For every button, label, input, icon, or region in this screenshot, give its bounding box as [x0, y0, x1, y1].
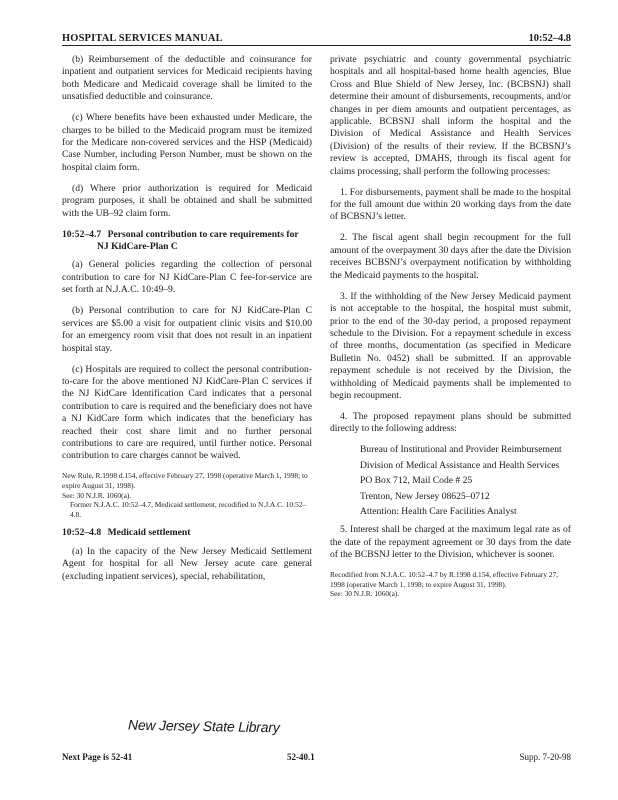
right-column — [330, 54, 571, 607]
footer-next-page: Next Page is 52-41 — [62, 752, 133, 762]
list-item-2-recoupment: 2. The fiscal agent shall begin recoupment for the full amount of the overpayment 30 days after the date the Division receives BCBSNJ’s overpayment notification by withholding the Medicaid payments to the hospital. — [330, 232, 571, 281]
footer-page-number: 52-40.1 — [287, 752, 315, 762]
left-column — [62, 54, 312, 592]
list-item-3-repayment-schedule: 3. If the withholding of the New Jersey Medicaid payment is not acceptable to the hospital, the hospital must submit, prior to the end of the 30-day period, a proposed repayment schedule to the Division. For a repayment schedule in excess of three months, documentation (as specified in Medicare Bulletin No. 0452) shall be submitted. If an approvable repayment schedule is not received by the Division, the withholding of Medicaid payments shall be implemented to begin recoupment. — [330, 290, 571, 401]
mailing-address — [330, 444, 571, 518]
paragraph-continued-hospitals: private psychiatric and county governmental psychiatric hospitals and all hospital-based home health agencies, Blue Cross and Blue Shield of New Jersey, Inc. (BCBSNJ) shall determine their amount of disbursements, recoupments, and/or changes in per diem amounts and outpatient percentages, as applicable. BCBSNJ shall inform the hospital and the Division of Medical Assistance and Health Services (Division) of the results of their review. If the BCBSNJ’s review is accepted, DMAHS, through its fiscal agent for claims processing, shall perform the following processes: — [330, 54, 571, 177]
running-header-title: HOSPITAL SERVICES MANUAL — [62, 33, 223, 44]
section-heading-4-7 — [62, 229, 312, 254]
address-attention: Attention: Health Care Facilities Analyst — [360, 505, 517, 517]
section-number-4-7: 10:52–4.7 — [62, 228, 102, 240]
footer-supplement-date: Supp. 7-20-98 — [519, 752, 571, 762]
address-po-box: PO Box 712, Mail Code # 25 — [360, 475, 473, 487]
history-note-see-2: See: 30 N.J.R. 1060(a). — [330, 589, 400, 599]
history-note-see: See: 30 N.J.R. 1060(a). — [62, 490, 132, 500]
paragraph-c-benefits-exhausted: (c) Where benefits have been exhausted under Medicare, the charges to be billed to the Medicaid program must be itemized for the Medicare non-covered services and the HSP (Medicaid) Case Number, including Person Number, must be shown on the hospital claim form. — [62, 112, 312, 173]
library-stamp: New Jersey State Library — [127, 716, 280, 736]
section-heading-4-8 — [62, 527, 312, 539]
history-note-4-8 — [330, 570, 571, 599]
paragraph-a-settlement-agent: (a) In the capacity of the New Jersey Medicaid Settlement Agent for hospital for all New Jersey acute care general (excluding inpatient services), special, rehabilitation, — [62, 545, 312, 582]
paragraph-d-prior-authorization: (d) Where prior authorization is required for Medicaid program purposes, it shall be obtained and shall be submitted with the UB–92 claim form. — [62, 182, 312, 219]
list-item-5-interest: 5. Interest shall be charged at the maximum legal rate as of the date of the repayment agreement or 30 days from the date of the BCBSNJ letter to the Division, whichever is sooner. — [330, 524, 571, 561]
section-number-4-8: 10:52–4.8 — [62, 527, 102, 539]
list-item-4-submit-address: 4. The proposed repayment plans should be submitted directly to the following address: — [330, 410, 571, 435]
running-header-section: 10:52–4.8 — [528, 33, 571, 44]
address-division: Division of Medical Assistance and Health Services — [360, 459, 560, 471]
paragraph-b-reimbursement: (b) Reimbursement of the deductible and coinsurance for inpatient and outpatient services for Medicaid recipients having both Medicare and Medicaid coverage shall be limited to the unsatisfied deductible and coinsurance. — [62, 54, 312, 103]
header-rule — [62, 45, 571, 46]
history-note-former: Former N.J.A.C. 10:52–4.7, Medicaid settlement, recodified to N.J.A.C. 10:52–4.8. — [70, 500, 307, 519]
address-bureau: Bureau of Institutional and Provider Reimbursement — [360, 444, 562, 456]
history-note-new-rule: New Rule, R.1998 d.154, effective February 27, 1998 (operative March 1, 1998; to expire August 31, 1998). — [62, 471, 308, 490]
address-city: Trenton, New Jersey 08625–0712 — [360, 490, 490, 502]
section-title-4-7-line2: NJ KidCare-Plan C — [97, 241, 178, 253]
list-item-1-disbursements: 1. For disbursements, payment shall be made to the hospital for the full amount due within 20 working days from the date of BCBSNJ’s letter. — [330, 186, 571, 223]
section-title-4-7-line1: Personal contribution to care requirements for — [107, 228, 299, 240]
history-note-4-7 — [62, 471, 312, 519]
paragraph-a-general-policies: (a) General policies regarding the collection of personal contribution to care for NJ KidCare-Plan C fee-for-service are set forth at N.J.A.C. 10:49–9. — [62, 259, 312, 296]
paragraph-c-hospitals-collect: (c) Hospitals are required to collect the personal contribution-to-care for the above mentioned NJ KidCare-Plan C services if the NJ KidCare Identification Card indicates that a personal contribution to care is required and the beneficiary does not have a NJ KidCare form which indicates that the beneficiary has reached their cost share limit and no further personal contributions to care are required, until further notice. Personal contribution to care charges cannot be waived. — [62, 363, 312, 462]
paragraph-b-personal-contribution: (b) Personal contribution to care for NJ KidCare-Plan C services are $5.00 a visit for outpatient clinic visits and $10.00 for an emergency room visit that does not result in an inpatient hospital stay. — [62, 305, 312, 354]
section-title-4-8: Medicaid settlement — [107, 527, 191, 539]
history-note-recodified: Recodified from N.J.A.C. 10:52–4.7 by R.1998 d.154, effective February 27, 1998 (operative March 1, 1998; to expire August 31, 1998). — [330, 570, 559, 589]
